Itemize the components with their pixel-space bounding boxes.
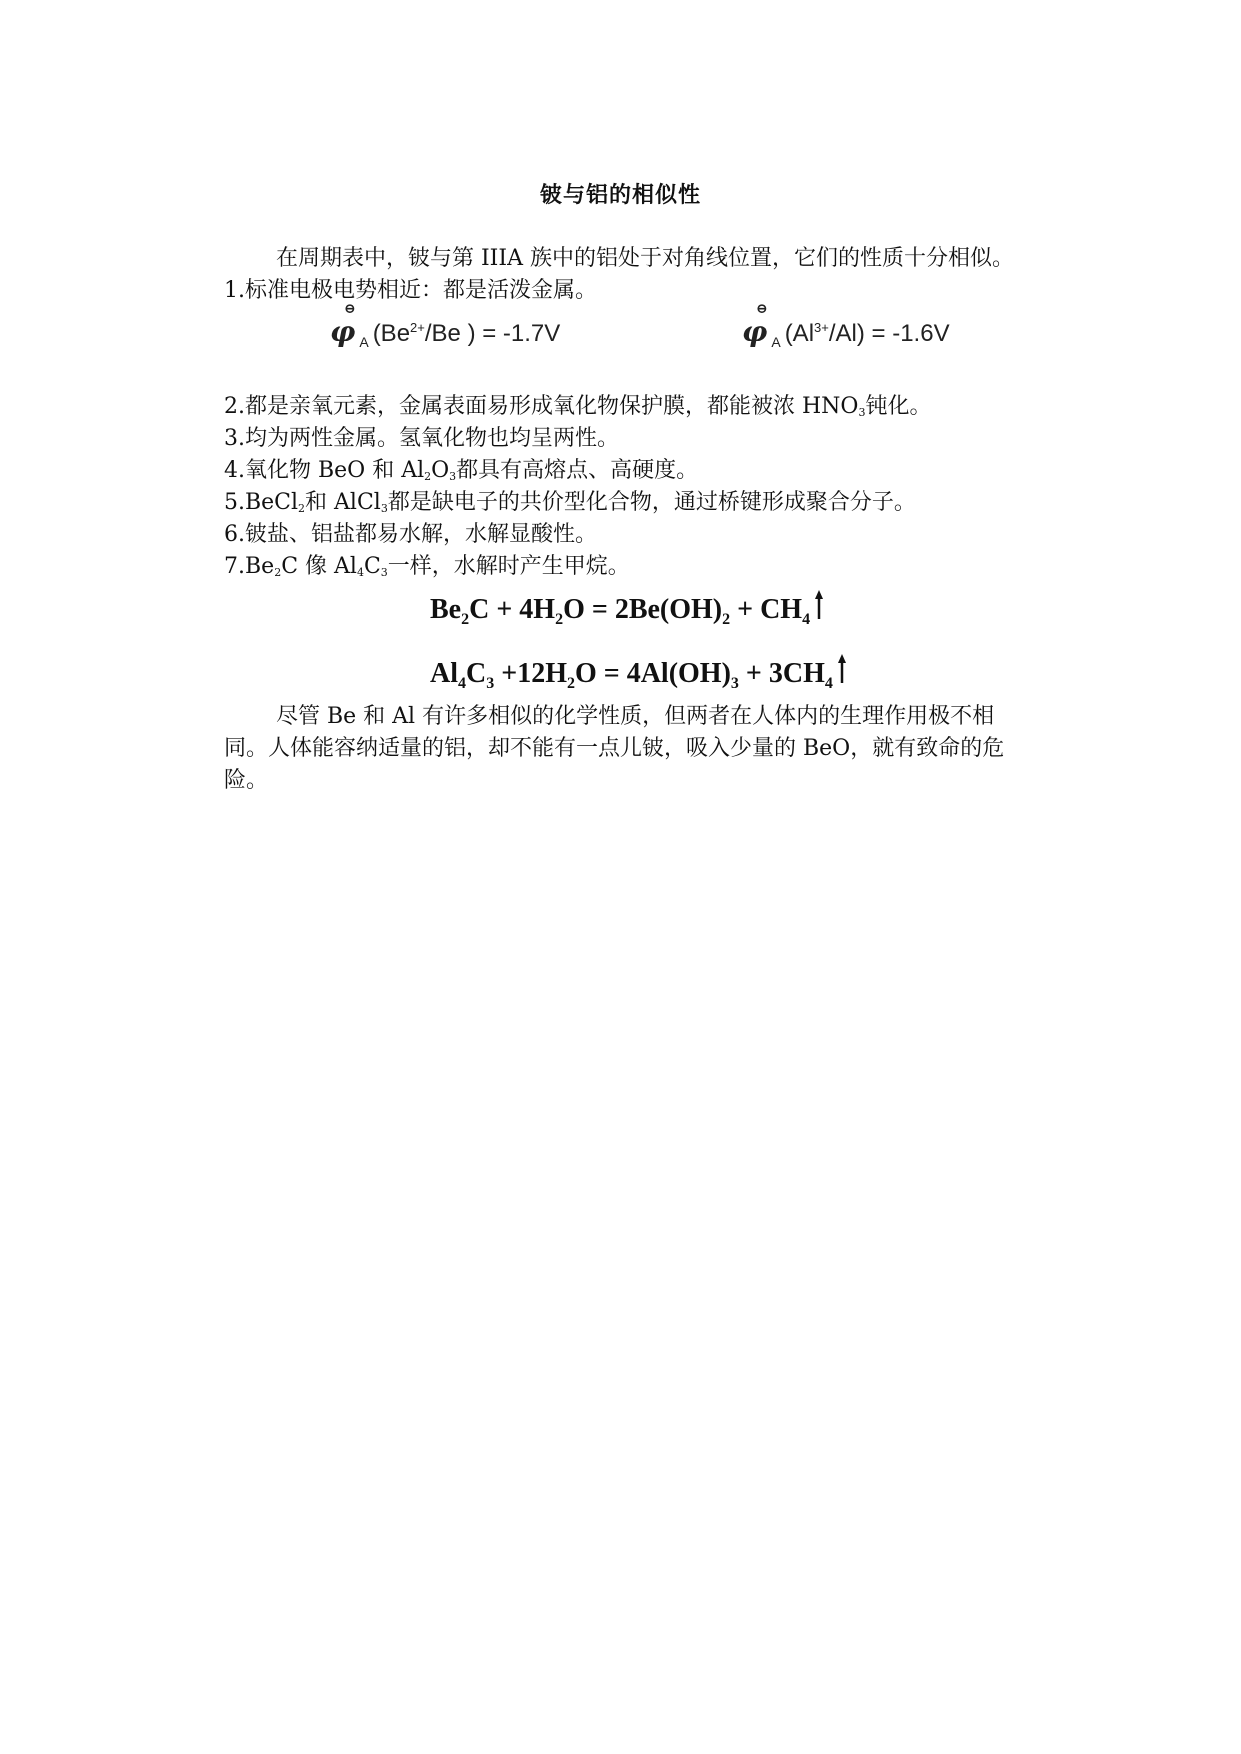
closing-paragraph-line-1: 尽管 Be 和 Al 有许多相似的化学性质，但两者在人体内的生理作用极不相 [276,704,995,729]
equation-al4c3: $Al_4C_3 +12H_2O = 4Al(OH)_3 + 3CH_4$ [430,654,847,693]
list-item-2: 2.都是亲氧元素，金属表面易形成氧化物保护膜，都能被浓 $HNO_3$钝化。 [224,394,932,419]
phi-symbol: φ [330,315,356,348]
intro-paragraph: 在周期表中，铍与第 IIIA 族中的铝处于对角线位置，它们的性质十分相似。 [276,246,1014,271]
gas-up-arrow-icon [814,590,824,628]
phi-symbol: φ [742,315,768,348]
equation-be2c: $Be_2C + 4H_2O = 2Be(OH)_2 + CH_4$ [430,590,824,629]
list-item-4: 4.氧化物 BeO 和 $Al_2O_3$都具有高熔点、高硬度。 [224,458,699,483]
closing-paragraph-line-3: 险。 [224,768,269,793]
gas-up-arrow-icon [837,654,847,692]
potential-subscript: A [771,334,781,350]
standard-state-icon: ⊖ [344,301,356,317]
potential-al-formula [742,301,950,350]
charge-superscript: 2+ [410,320,425,335]
couple-text: (Al [784,320,815,347]
list-item-3: 3.均为两性金属。氢氧化物也均呈两性。 [224,426,619,451]
closing-paragraph-line-2: 同。人体能容纳适量的铝，却不能有一点儿铍，吸入少量的 BeO，就有致命的危 [224,736,1005,761]
couple-value: /Al) = -1.6V [828,320,950,347]
potential-subscript: A [359,334,369,350]
standard-state-icon: ⊖ [756,301,768,317]
list-item-7: $7.Be_2C$ 像 $Al_4C_3$一样，水解时产生甲烷。 [224,554,630,579]
page-title: 铍与铝的相似性 [539,183,701,208]
list-item-5: 5.BeCl$_2$和 AlCl$_3$都是缺电子的共价型化合物，通过桥键形成聚合分子。 [224,490,916,515]
potential-be-formula [330,301,561,350]
couple-value: /Be ) = -1.7V [424,320,561,347]
charge-superscript: 3+ [814,320,829,335]
couple-text: (Be [372,320,411,347]
list-item-6: 6.铍盐、铝盐都易水解，水解显酸性。 [224,522,597,547]
list-item-1: 1.标准电极电势相近：都是活泼金属。 [224,278,597,303]
